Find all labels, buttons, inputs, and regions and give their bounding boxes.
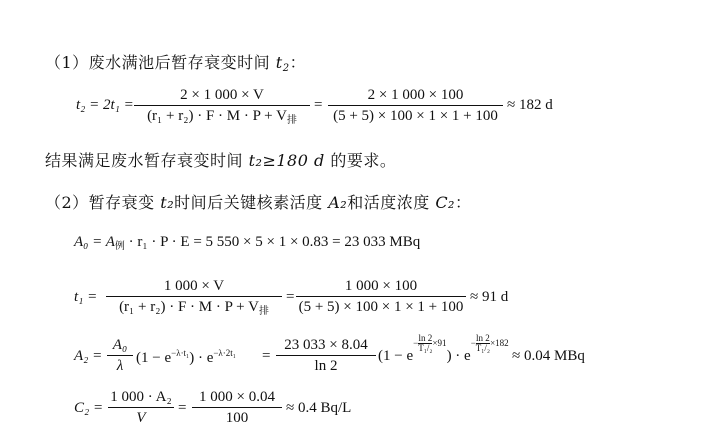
eq4-equals: = xyxy=(262,348,271,364)
conclusion-line: 结果满足废水暂存衰变时间 t₂≥180 d 的要求。 xyxy=(45,151,397,170)
eq1-fraction-1 xyxy=(134,87,310,126)
eq3-result: ≈ 91 d xyxy=(470,289,509,305)
eq3-fraction-2: 1 000 × 100 (5 + 5) × 100 × 1 × 1 + 100 xyxy=(296,278,466,316)
eq5-fraction-2: 1 000 × 0.04 100 xyxy=(192,389,282,427)
heading-1: （1）废水满池后暂存衰变时间 $t_2$： xyxy=(45,53,307,74)
eq1-frac1-numerator: 2 × 1 000 × V xyxy=(180,87,264,103)
heading-2: （2）暂存衰变 t₂时间后关键核素活度 A₂和活度浓度 C₂： xyxy=(45,193,472,212)
eq1-result: ≈ 182 d xyxy=(507,97,553,113)
equation-2: $A_0 = A_例 \cdot r_1 \cdot P \cdot E = 5$ 550 × 5 × 1 × 0.83 = 23 033 MBq xyxy=(74,234,421,252)
eq3-fraction-1: 1 000 × V $(r_1 + r_2) \cdot F \cdot M \cdot P + V_排$ xyxy=(106,278,282,317)
heading-1-text: （1）废水满池后暂存衰变时间 xyxy=(45,53,271,72)
eq4-fraction-1: A₀ λ xyxy=(107,337,133,375)
eq1-frac2-denominator: (5 + 5) × 100 × 1 × 1 + 100 xyxy=(333,108,498,124)
eq4-lhs: A₂ = xyxy=(74,348,103,364)
eq4-fraction-2: 23 033 × 8.04 ln 2 xyxy=(276,337,376,375)
eq5-lhs: C₂ = xyxy=(74,400,104,416)
eq1-lhs: t₂ = 2t₁ = xyxy=(76,97,134,113)
eq1-frac2-numerator: 2 × 1 000 × 100 xyxy=(367,87,464,103)
eq5-result: ≈ 0.4 Bq/L xyxy=(286,400,352,416)
eq3-lhs: t₁ = xyxy=(74,289,98,305)
eq5-equals: = xyxy=(178,400,187,416)
eq1-fraction-2 xyxy=(328,87,503,125)
eq4-mid-1: $(1 - e^{-\lambda\cdot t_1}) \cdot e^{-\lambda\cdot 2t_1}$ xyxy=(136,348,236,366)
eq1-frac1-denominator: $(r_1 + r_2) \cdot F \cdot M \cdot P + V_排$ xyxy=(147,108,297,126)
eq4-mid-2: $(1 - e^{-\frac{\ln 2}{\text{T₁/₂}} \times 91}) \cdot e^{-\frac{\ln 2}{\text{T₁/₂}} \times 182}$ xyxy=(378,333,509,364)
heading-1-var: $t_2$ xyxy=(275,53,290,74)
eq4-result: ≈ 0.04 MBq xyxy=(512,348,585,364)
eq3-equals: = xyxy=(286,289,295,305)
eq1-equals: = xyxy=(314,97,323,113)
eq5-fraction-1: 1 000 · A₂ V xyxy=(108,389,174,427)
